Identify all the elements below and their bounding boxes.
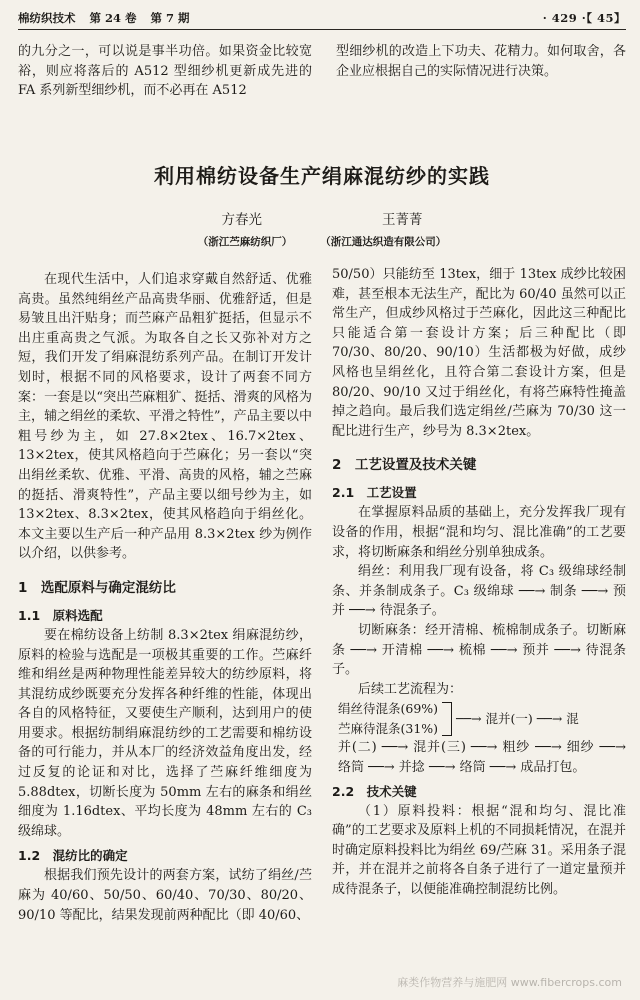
running-header [18, 8, 626, 30]
flow-input-ramie: 苎麻待混条(31%) [338, 720, 439, 736]
process-flow-diagram [338, 699, 626, 777]
subsection-1-2-heading: 1.2 混纺比的确定 [18, 848, 128, 864]
affiliation-2: （浙江通达织造有限公司） [320, 236, 447, 248]
left-column [18, 265, 312, 925]
intro-paragraph: 在现代生活中，人们追求穿戴自然舒适、优雅高贵。虽然纯绢丝产品高贵华丽、优雅舒适，但是易皱且出汗贴身；而苎麻产品粗犷挺括，但显示不出庄重高贵之气派。为取各自之长又弥补对方之短，我们开发了绢麻混纺系列产品。在制订开发计划时，根据不同的风格要求，设计了两套不同方案：一套是以“突出苎麻粗犷、挺括、滑爽的风格为主，辅之绢丝的柔软、平滑之特性”，产品主要以中粗号纱为主，如 27.8×2tex、16.7×2tex、13×2tex，使其风格趋向于苎麻化；另一套以“突出绢丝柔软、优雅、平滑、高贵的风格，辅之苎麻的挺括、滑爽特性”，产品主要以细号纱为主，如 13×2tex、8.3×2tex，使其风格趋向于绢丝化。本文主要以生产后一种产品用 8.3×2tex 纱为例作以介绍，以供参考。 [18, 272, 312, 562]
flow-input-silk: 绢丝待混条(69%) [338, 701, 439, 717]
subsection-2-2-heading: 2.2 技术关键 [332, 783, 417, 799]
flow-label: 后续工艺流程为： [358, 681, 463, 697]
header-left [18, 10, 190, 26]
subsection-1-1-heading: 1.1 原料选配 [18, 607, 103, 623]
merge-brace [442, 702, 452, 736]
author-2: 王菁菁 [382, 212, 423, 228]
paragraph-2-1: 在掌握原料品质的基础上，充分发挥我厂现有设备的作用，根据“混和均匀、混比准确”的工艺要求，将切断麻条和绢丝分别单独成条。 [332, 505, 626, 560]
ramie-process: 切断麻条：经开清棉、梳棉制成条子。切断麻条 ──→ 开清棉 ──→ 梳棉 ──→ 预并 ──→ 待混条子。 [332, 622, 626, 678]
paragraph-1-1: 要在棉纺设备上纺制 8.3×2tex 绢麻混纺纱，原料的检验与选配是一项极其重要的工作。苎麻纤维和绢丝是两种物理性能差异较大的纺纱原料，将其混纺成纱既要充分发挥各种纤维的性能，体现出各自的风格特征，又要使生产顺利，达到用户的使用要求。根据纺制绢麻混纺纱的工艺需要和棉纺设备的可行能力，并从本厂的经济效益角度出发，经过反复的论证和对比，选择了苎麻纤维细度为 5.88dtex，切断长度为 50mm 左右的麻条和绢丝细度为 1.16dtex、平均长度为 48mm 左右的 C₃ 级绵球。 [18, 627, 312, 839]
previous-article-ending [18, 42, 626, 120]
volume: 第 24 卷 [89, 11, 137, 25]
author-list [18, 208, 626, 228]
silk-process: 绢丝：利用我厂现有设备，将 C₃ 级绵球经制条、并条制成条子。C₃ 级绵球 ──→ 制条 ──→ 预并 ──→ 待混条子。 [332, 564, 626, 619]
paragraph-1-2-continued: 50/50）只能纺至 13tex，细于 13tex 成纱比较困难，甚至根本无法生产，配比为 60/40 虽然可以正常生产，但成纱风格过于苎麻化，因此这三种配比只能适合第一套设计方案；后三种配比（即 70/30、80/20、90/10）生活都极为好做，成纱风格也呈绢丝化，且符合第二套设计方案，但是 80/20、90/10 又过于绢丝化，有将苎麻特性掩盖掉之趋向。最后我们选定绢丝/苎麻为 70/30 这一配比进行生产，纱号为 8.3×2tex。 [332, 267, 626, 439]
flow-merge [338, 699, 626, 738]
page-number: · 429 ·【 45】 [542, 11, 626, 25]
prev-article-right: 型细纱机的改造上下功夫、花精力。如何取舍，各企业应根据自己的实际情况进行决策。 [336, 44, 626, 79]
author-1: 方春光 [221, 212, 262, 228]
site-watermark: 麻类作物营养与施肥网 www.fibercrops.com [397, 976, 622, 989]
flow-output: ──→ 混并(一) ──→ 混 [456, 711, 579, 727]
affiliation-1: （浙江苎麻纺织厂） [197, 236, 293, 248]
article-title: 利用棉纺设备生产绢麻混纺纱的实践 [154, 164, 490, 188]
right-column [332, 265, 626, 900]
journal-name: 棉纺织技术 [18, 11, 76, 25]
flow-continuation: 并(二) ──→ 混并(三) ──→ 粗纱 ──→ 细纱 ──→ 络筒 ──→ 并捻 ──→ 络筒 ──→ 成品打包。 [338, 740, 626, 776]
prev-article-left: 的九分之一，可以说是事半功倍。如果资金比较宽裕，则应将落后的 A512 型细纱机更新成先进的 FA 系列新型细纱机，而不必再在 A512 [18, 44, 312, 99]
issue: 第 7 期 [150, 11, 190, 25]
section-2-heading: 2 工艺设置及技术关键 [332, 457, 477, 474]
paragraph-1-2: 根据我们预先设计的两套方案，试纺了绢丝/苎麻为 40/60、50/50、60/40、70/30、80/20、90/10 等配比，结果发现前两种配比（即 40/60、 [18, 868, 312, 923]
affiliation-list [18, 234, 626, 249]
subsection-2-1-heading: 2.1 工艺设置 [332, 485, 417, 501]
flow-inputs [338, 699, 438, 738]
section-1-heading: 1 选配原料与确定混纺比 [18, 579, 176, 596]
paragraph-2-2: （1）原料投料：根据“混和均匀、混比准确”的工艺要求及原料上机的不同损耗情况，在混并时确定原料投料比为绢丝 69/苎麻 31。采用条子混并，并在混并之前将各自条子进行了一道定量预并成待混条子，以便能准确控制混纺比例。 [332, 803, 626, 898]
